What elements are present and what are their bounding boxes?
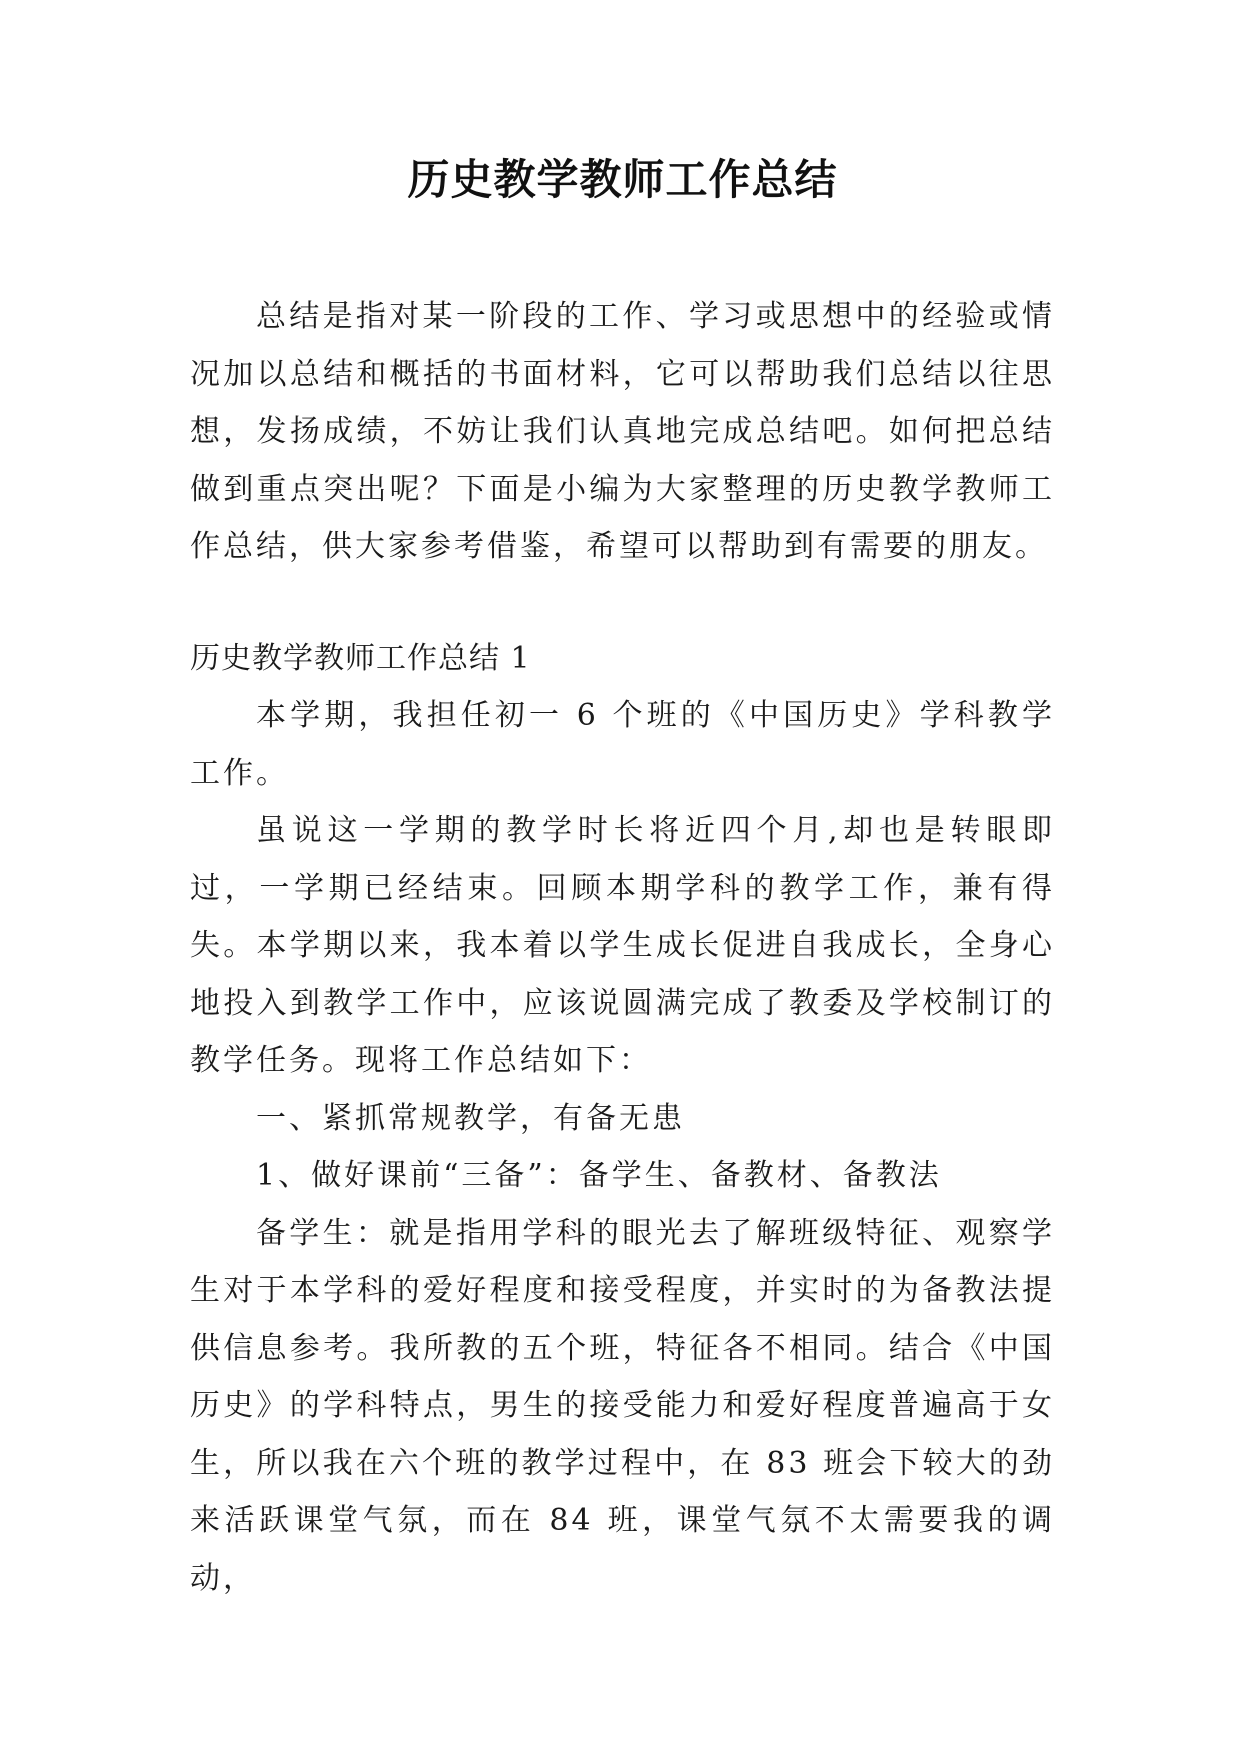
body-paragraph: 备学生：就是指用学科的眼光去了解班级特征、观察学生对于本学科的爱好程度和接受程度，并实时的为备教法提供信息参考。我所教的五个班，特征各不相同。结合《中国历史》的学科特点，男生的接受能力和爱好程度普遍高于女生，所以我在六个班的教学过程中，在 83 班会下较大的劲来活跃课堂气氛，而在 84 班，课堂气氛不太需要我的调动， — [190, 1215, 1055, 1596]
subheading-paragraph: 一、紧抓常规教学，有备无患 — [256, 1100, 685, 1136]
section-heading: 历史教学教师工作总结 1 — [190, 640, 531, 676]
body-paragraph: 虽说这一学期的教学时长将近四个月,却也是转眼即过，一学期已经结束。回顾本期学科的教学工作，兼有得失。本学期以来，我本着以学生成长促进自我成长，全身心地投入到教学工作中，应该说圆满完成了教委及学校制订的教学任务。现将工作总结如下： — [190, 813, 1055, 1078]
document-title: 历史教学教师工作总结 — [407, 155, 838, 204]
intro-paragraph: 总结是指对某一阶段的工作、学习或思想中的经验或情况加以总结和概括的书面材料，它可以帮助我们总结以往思想，发扬成绩，不妨让我们认真地完成总结吧。如何把总结做到重点突出呢？下面是小编为大家整理的历史教学教师工作总结，供大家参考借鉴，希望可以帮助到有需要的朋友。 — [190, 299, 1055, 564]
subheading-paragraph: 1、做好课前“三备”：备学生、备教材、备教法 — [256, 1158, 942, 1193]
body-paragraph: 本学期，我担任初一 6 个班的《中国历史》学科教学工作。 — [190, 698, 1055, 791]
